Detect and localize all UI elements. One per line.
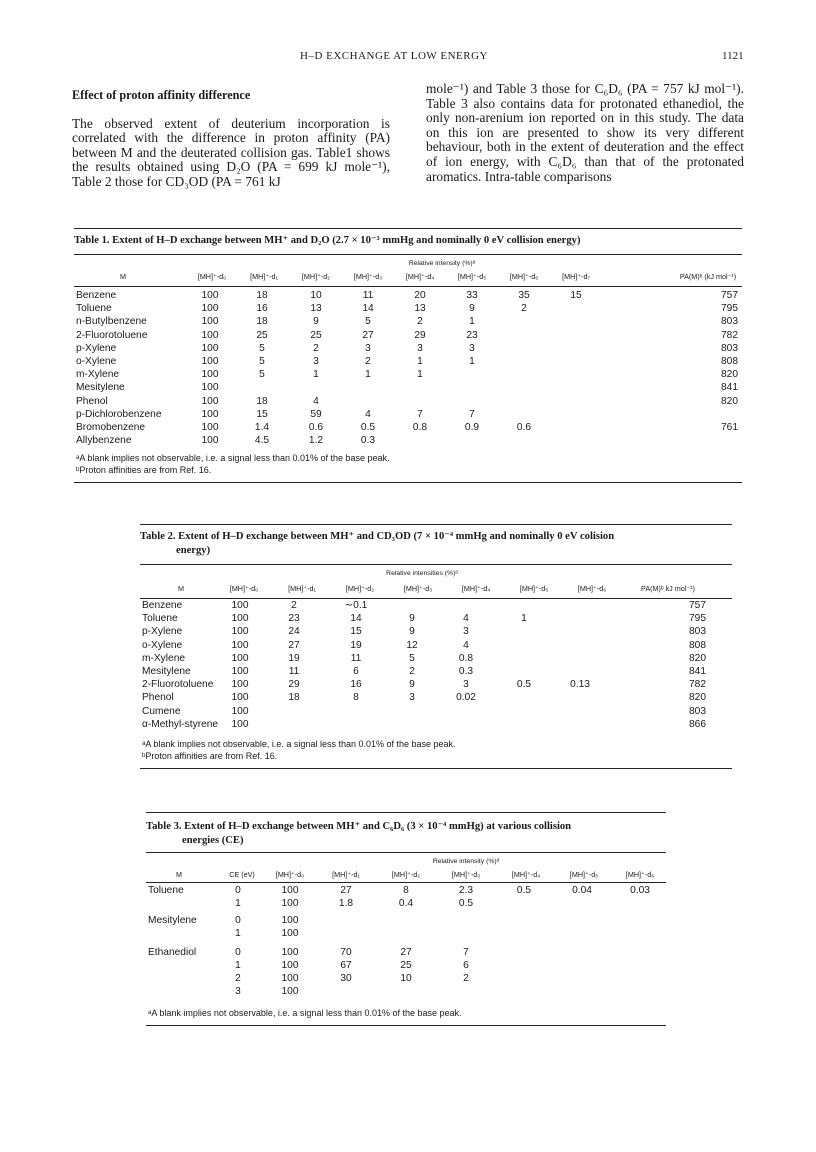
table-cell: 0.6 bbox=[516, 422, 532, 433]
table-cell: 3 bbox=[409, 692, 415, 704]
table-cell: 4 bbox=[463, 613, 469, 625]
table-cell: 2 bbox=[521, 303, 527, 315]
table-2-footnote-b: ᵇProton affinities are from Ref. 16. bbox=[142, 751, 278, 761]
table-cell: 30 bbox=[340, 973, 352, 984]
table-2-top-rule bbox=[140, 524, 732, 525]
table-cell: 1 bbox=[469, 316, 475, 328]
table-cell: 100 bbox=[231, 718, 249, 730]
table-cell: 15 bbox=[256, 408, 268, 420]
table-cell: 25 bbox=[400, 960, 412, 971]
table-cell: 3 bbox=[469, 342, 475, 354]
table-cell: 11 bbox=[350, 652, 362, 664]
table-cell-pa: 841 bbox=[721, 382, 738, 394]
table-cell: 2 bbox=[365, 356, 371, 367]
table-cell: 9 bbox=[409, 613, 415, 625]
table-cell: 100 bbox=[281, 898, 299, 909]
table-2-col-header: [MH]⁺-d₃ bbox=[403, 584, 433, 593]
table-cell: 0 bbox=[235, 885, 241, 896]
table-cell: 2 bbox=[235, 973, 241, 984]
table-1-col-header: [MH]⁺-d₆ bbox=[509, 272, 539, 281]
table-cell-pa: 808 bbox=[721, 356, 738, 367]
table-cell: 0 bbox=[235, 915, 241, 926]
table-cell: 1 bbox=[417, 356, 423, 367]
table-cell: 29 bbox=[288, 679, 300, 691]
table-1-header-rule bbox=[74, 286, 742, 287]
table-cell: 100 bbox=[231, 600, 249, 611]
table-cell-pa: 757 bbox=[689, 600, 706, 611]
table-cell: 13 bbox=[310, 303, 322, 315]
table-row-label: Toluene bbox=[76, 303, 112, 315]
table-cell: 6 bbox=[353, 666, 359, 677]
table-cell: 2 bbox=[409, 666, 415, 677]
table-1-relative-header: Relative intensity (%)ᵃ bbox=[408, 260, 476, 267]
table-cell: 7 bbox=[463, 947, 469, 958]
table-cell: 10 bbox=[310, 290, 322, 301]
table-3-col-header: [MH]⁺-d₂ bbox=[391, 870, 421, 879]
table-cell: 0.5 bbox=[516, 885, 532, 896]
table-row-label: m-Xylene bbox=[76, 369, 120, 381]
table-cell: 20 bbox=[414, 290, 426, 301]
table-cell: 2 bbox=[313, 342, 319, 354]
table-cell: 1.8 bbox=[338, 898, 354, 909]
table-2-caption-line1: Table 2. Extent of H–D exchange between MH⁺ and CD₃OD (7 × 10⁻⁴ mmHg and nominally 0 eV colision bbox=[140, 531, 615, 542]
table-cell: 2 bbox=[291, 600, 297, 611]
table-2-col-header: [MH]⁺-d₆ bbox=[577, 584, 607, 593]
table-cell: 9 bbox=[409, 626, 415, 638]
table-row-label: Bromobenzene bbox=[76, 422, 146, 433]
table-row-label: Phenol bbox=[142, 692, 174, 704]
table-row-label: m-Xylene bbox=[142, 652, 186, 664]
table-1-bottom-rule bbox=[74, 482, 742, 483]
table-1-col-header-pa: PA(M)ᵇ (kJ mol⁻¹) bbox=[679, 272, 737, 281]
table-row-label: p-Xylene bbox=[142, 626, 183, 638]
table-cell: 11 bbox=[288, 666, 300, 677]
table-cell: 11 bbox=[362, 290, 374, 301]
table-cell: 1.4 bbox=[254, 422, 270, 433]
table-cell: 7 bbox=[417, 408, 423, 420]
table-cell: 100 bbox=[201, 395, 219, 407]
table-cell: 100 bbox=[201, 408, 219, 420]
table-row-label: Cumene bbox=[142, 705, 181, 717]
table-cell: 100 bbox=[201, 342, 219, 354]
table-cell: 29 bbox=[414, 329, 426, 341]
table-cell: 33 bbox=[466, 290, 478, 301]
table-3-relative-header: Relative intensity (%)ᵃ bbox=[432, 858, 500, 865]
table-cell-pa: 795 bbox=[721, 303, 738, 315]
table-cell: 3 bbox=[365, 342, 371, 354]
table-cell: 5 bbox=[365, 316, 371, 328]
table-cell: 1 bbox=[313, 369, 319, 381]
table-cell: 100 bbox=[201, 435, 219, 447]
table-row-label: o-Xylene bbox=[142, 639, 183, 651]
table-cell: 23 bbox=[466, 329, 478, 341]
table-3-caption-line1: Table 3. Extent of H–D exchange between MH⁺ and C₆D₆ (3 × 10⁻⁴ mmHg) at various collision bbox=[146, 821, 572, 832]
table-cell: 100 bbox=[231, 626, 249, 638]
table-cell: 19 bbox=[288, 652, 300, 664]
table-cell: 5 bbox=[409, 652, 415, 664]
table-cell: 9 bbox=[469, 303, 475, 315]
table-cell: 19 bbox=[350, 639, 362, 651]
table-cell-pa: 841 bbox=[689, 666, 706, 677]
table-cell: 0.6 bbox=[308, 422, 324, 433]
table-cell: 4 bbox=[463, 639, 469, 651]
table-cell: 1 bbox=[235, 898, 241, 909]
table-cell: 0.5 bbox=[516, 679, 532, 691]
table-cell: 100 bbox=[201, 369, 219, 381]
table-row-label: Ethanediol bbox=[148, 947, 197, 958]
table-2-caption-rule bbox=[140, 564, 732, 565]
table-cell: 1 bbox=[417, 369, 423, 381]
table-cell: 5 bbox=[259, 342, 265, 354]
table-cell: 12 bbox=[406, 639, 418, 651]
table-row-label: p-Xylene bbox=[76, 342, 117, 354]
table-cell: 100 bbox=[201, 316, 219, 328]
table-row-label: Allybenzene bbox=[76, 435, 132, 447]
table-cell: 2 bbox=[463, 973, 469, 984]
table-2-bottom-rule bbox=[140, 768, 732, 769]
table-cell: 0.8 bbox=[412, 422, 428, 433]
table-2-col-header: [MH]⁺-d₄ bbox=[461, 584, 491, 593]
body-paragraph-left: The observed extent of deuterium incorporation is correlated with the difference in proton affinity (PA) between M and the deuterated collision gas. Table1 shows the results obtained using D₂O (PA = 699 kJ mole⁻¹), Table 2 those for CD₃OD (PA = 761 kJ bbox=[72, 115, 390, 189]
table-cell: 0.3 bbox=[360, 435, 376, 447]
table-cell: 0.9 bbox=[464, 422, 480, 433]
table-cell: 27 bbox=[288, 639, 300, 651]
table-3-caption-line2: energies (CE) bbox=[182, 835, 244, 846]
table-cell: 0.02 bbox=[456, 692, 476, 704]
table-cell: 16 bbox=[256, 303, 268, 315]
table-row-label: 2-Fluorotoluene bbox=[142, 679, 214, 691]
table-cell: 6 bbox=[463, 960, 469, 971]
table-1-col-header: [MH]⁺-d₃ bbox=[353, 272, 383, 281]
table-cell: 100 bbox=[231, 639, 249, 651]
table-cell: 100 bbox=[201, 382, 219, 394]
table-cell: 0.04 bbox=[572, 885, 592, 896]
table-cell-pa: 782 bbox=[721, 329, 738, 341]
table-cell: 0.13 bbox=[570, 679, 590, 691]
table-cell: 100 bbox=[201, 329, 219, 341]
table-cell: 3 bbox=[463, 679, 469, 691]
table-3-col-header: [MH]⁺-d₀ bbox=[275, 870, 305, 879]
table-cell-pa: 757 bbox=[721, 290, 738, 301]
table-1-caption-rule bbox=[74, 254, 742, 255]
table-cell: 15 bbox=[350, 626, 362, 638]
table-row-label: Toluene bbox=[148, 885, 184, 896]
table-cell: 8 bbox=[353, 692, 359, 704]
table-cell: 1 bbox=[235, 928, 241, 939]
table-cell: 1 bbox=[521, 613, 527, 625]
table-3-col-header: [MH]⁺-d₆ bbox=[625, 870, 655, 879]
table-cell: 100 bbox=[281, 986, 299, 997]
table-cell: 1 bbox=[365, 369, 371, 381]
table-cell: 100 bbox=[231, 613, 249, 625]
table-cell: 15 bbox=[570, 290, 582, 301]
table-cell: 14 bbox=[350, 613, 362, 625]
table-2-col-header: [MH]⁺-d₂ bbox=[345, 584, 375, 593]
table-cell: 10 bbox=[400, 973, 412, 984]
table-cell: 24 bbox=[288, 626, 300, 638]
table-3-col-header-m: M bbox=[176, 870, 182, 879]
page-number: 1121 bbox=[722, 50, 744, 62]
table-cell: 18 bbox=[256, 395, 268, 407]
table-cell: 3 bbox=[417, 342, 423, 354]
table-2-col-header-pa: PA(M)ᵇ kJ mol⁻¹) bbox=[641, 584, 695, 593]
table-cell: 23 bbox=[288, 613, 300, 625]
table-cell: 100 bbox=[281, 915, 299, 926]
table-cell: 35 bbox=[518, 290, 530, 301]
table-cell: 18 bbox=[256, 316, 268, 328]
table-row-label: n-Butylbenzene bbox=[76, 316, 147, 328]
table-cell: 0.3 bbox=[458, 666, 474, 677]
table-1-top-rule bbox=[74, 228, 742, 229]
table-3-col-header: [MH]⁺-d₃ bbox=[451, 870, 481, 879]
table-1-col-header: [MH]⁺-d₅ bbox=[457, 272, 487, 281]
table-cell-pa: 820 bbox=[721, 369, 738, 381]
table-cell: 100 bbox=[201, 290, 219, 301]
table-row-label: Mesitylene bbox=[76, 382, 125, 394]
table-3-top-rule bbox=[146, 812, 666, 813]
table-cell: 2 bbox=[417, 316, 423, 328]
table-cell: 100 bbox=[201, 303, 219, 315]
table-row-label: 2-Fluorotoluene bbox=[76, 329, 148, 341]
table-2-col-header-m: M bbox=[178, 584, 184, 593]
table-2-header-rule bbox=[140, 598, 732, 599]
table-cell: 27 bbox=[362, 329, 374, 341]
table-cell: 0.4 bbox=[398, 898, 414, 909]
table-cell: ∼0.1 bbox=[344, 600, 368, 611]
table-cell: 2.3 bbox=[458, 885, 474, 896]
table-2-caption-line2: energy) bbox=[176, 545, 211, 556]
table-cell: 4.5 bbox=[254, 435, 270, 447]
table-cell: 100 bbox=[281, 947, 299, 958]
table-3-bottom-rule bbox=[146, 1025, 666, 1026]
table-cell: 5 bbox=[259, 369, 265, 381]
table-cell-pa: 782 bbox=[689, 679, 706, 691]
table-cell: 9 bbox=[313, 316, 319, 328]
table-row-label: Mesitylene bbox=[148, 915, 197, 926]
table-cell-pa: 820 bbox=[721, 395, 738, 407]
table-cell: 18 bbox=[288, 692, 300, 704]
table-cell: 100 bbox=[231, 666, 249, 677]
table-3-col-header: [MH]⁺-d₅ bbox=[569, 870, 599, 879]
table-2-col-header: [MH]⁺-d₀ bbox=[229, 584, 259, 593]
table-cell: 4 bbox=[313, 395, 319, 407]
table-row-label: Mesitylene bbox=[142, 666, 191, 677]
table-cell: 100 bbox=[281, 928, 299, 939]
table-cell-pa: 820 bbox=[689, 692, 706, 704]
table-row-label: Toluene bbox=[142, 613, 178, 625]
table-1-col-header: [MH]⁺-d₁ bbox=[250, 272, 278, 281]
table-3-caption-rule bbox=[146, 852, 666, 853]
table-cell: 100 bbox=[231, 705, 249, 717]
table-cell: 0.5 bbox=[458, 898, 474, 909]
table-cell: 25 bbox=[310, 329, 322, 341]
table-row-label: Benzene bbox=[142, 600, 183, 611]
table-cell: 67 bbox=[340, 960, 352, 971]
table-1-col-header: [MH]⁺-d₀ bbox=[197, 272, 227, 281]
table-cell-pa: 803 bbox=[689, 705, 706, 717]
table-cell: 25 bbox=[256, 329, 268, 341]
table-cell: 100 bbox=[231, 679, 249, 691]
table-cell: 16 bbox=[350, 679, 362, 691]
table-3-footnote-a: ᵃA blank implies not observable, i.e. a signal less than 0.01% of the base peak. bbox=[148, 1008, 462, 1018]
table-cell: 3 bbox=[463, 626, 469, 638]
table-cell: 70 bbox=[340, 947, 352, 958]
table-row-label: α-Methyl-styrene bbox=[142, 718, 219, 730]
table-cell: 100 bbox=[231, 652, 249, 664]
table-cell: 0.8 bbox=[458, 652, 474, 664]
table-cell: 100 bbox=[231, 692, 249, 704]
table-cell-pa: 761 bbox=[721, 422, 738, 433]
table-cell: 3 bbox=[313, 356, 319, 367]
body-column-left bbox=[72, 82, 390, 190]
table-cell: 0 bbox=[235, 947, 241, 958]
table-cell: 100 bbox=[281, 960, 299, 971]
section-heading: Effect of proton affinity difference bbox=[72, 88, 251, 102]
table-cell: 27 bbox=[340, 885, 352, 896]
table-cell: 18 bbox=[256, 290, 268, 301]
table-cell-pa: 808 bbox=[689, 639, 706, 651]
table-cell: 0.03 bbox=[630, 885, 650, 896]
table-cell: 59 bbox=[310, 408, 322, 420]
table-row-label: Benzene bbox=[76, 290, 117, 301]
table-cell-pa: 820 bbox=[689, 652, 706, 664]
table-3-col-header: [MH]⁺-d₁ bbox=[332, 870, 360, 879]
table-cell-pa: 803 bbox=[689, 626, 706, 638]
table-cell: 5 bbox=[259, 356, 265, 367]
table-cell: 27 bbox=[400, 947, 412, 958]
table-cell: 100 bbox=[201, 356, 219, 367]
table-3-col-header: [MH]⁺-d₄ bbox=[511, 870, 541, 879]
table-cell: 14 bbox=[362, 303, 374, 315]
table-cell-pa: 803 bbox=[721, 342, 738, 354]
table-cell: 0.5 bbox=[360, 422, 376, 433]
table-2-col-header: [MH]⁺-d₁ bbox=[288, 584, 316, 593]
table-cell: 3 bbox=[235, 986, 241, 997]
table-cell: 9 bbox=[409, 679, 415, 691]
body-column-right bbox=[426, 82, 744, 184]
table-1-col-header-m: M bbox=[120, 272, 126, 281]
table-cell: 1.2 bbox=[308, 435, 324, 447]
table-cell-pa: 795 bbox=[689, 613, 706, 625]
table-1-col-header: [MH]⁺-d₇ bbox=[562, 272, 590, 281]
table-2-relative-header: Relative intensities (%)ᵃ bbox=[386, 570, 458, 577]
table-row-label: p-Dichlorobenzene bbox=[76, 408, 162, 420]
table-cell: 1 bbox=[235, 960, 241, 971]
table-2-footnote-a: ᵃA blank implies not observable, i.e. a signal less than 0.01% of the base peak. bbox=[142, 739, 456, 749]
table-cell-pa: 866 bbox=[689, 718, 706, 730]
table-row-label: Phenol bbox=[76, 395, 108, 407]
table-3-header-rule bbox=[146, 882, 666, 883]
body-paragraph-right: mole⁻¹) and Table 3 those for C₆D₆ (PA = 757 kJ mol⁻¹). Table 3 also contains data for protonated ethanediol, the only non-arenium ion reported on in this study. The data on this ion are presented to show its very different behaviour, both in the extent of deuteration and the effect of ion energy, with C₆D₆ than that of the protonated aromatics. Intra-table comparisons bbox=[426, 81, 744, 184]
table-2-col-header: [MH]⁺-d₅ bbox=[519, 584, 549, 593]
table-1-footnote-a: ᵃA blank implies not observable, i.e. a signal less than 0.01% of the base peak. bbox=[76, 453, 390, 463]
table-1-col-header: [MH]⁺-d₄ bbox=[405, 272, 435, 281]
table-1-col-header: [MH]⁺-d₂ bbox=[301, 272, 331, 281]
table-cell: 100 bbox=[281, 885, 299, 896]
table-1-footnote-b: ᵇProton affinities are from Ref. 16. bbox=[76, 465, 212, 475]
table-cell: 100 bbox=[201, 422, 219, 433]
table-cell: 13 bbox=[414, 303, 426, 315]
table-3-col-header: CE (eV) bbox=[229, 870, 255, 879]
table-cell: 1 bbox=[469, 356, 475, 367]
table-row-label: o-Xylene bbox=[76, 356, 117, 367]
table-cell: 7 bbox=[469, 408, 475, 420]
table-1-caption: Table 1. Extent of H–D exchange between MH⁺ and D₂O (2.7 × 10⁻³ mmHg and nominally 0 eV collision energy) bbox=[74, 235, 581, 246]
table-cell-pa: 803 bbox=[721, 316, 738, 328]
table-cell: 4 bbox=[365, 408, 371, 420]
table-cell: 100 bbox=[281, 973, 299, 984]
running-title: H–D EXCHANGE AT LOW ENERGY bbox=[300, 50, 488, 62]
table-cell: 8 bbox=[403, 885, 409, 896]
